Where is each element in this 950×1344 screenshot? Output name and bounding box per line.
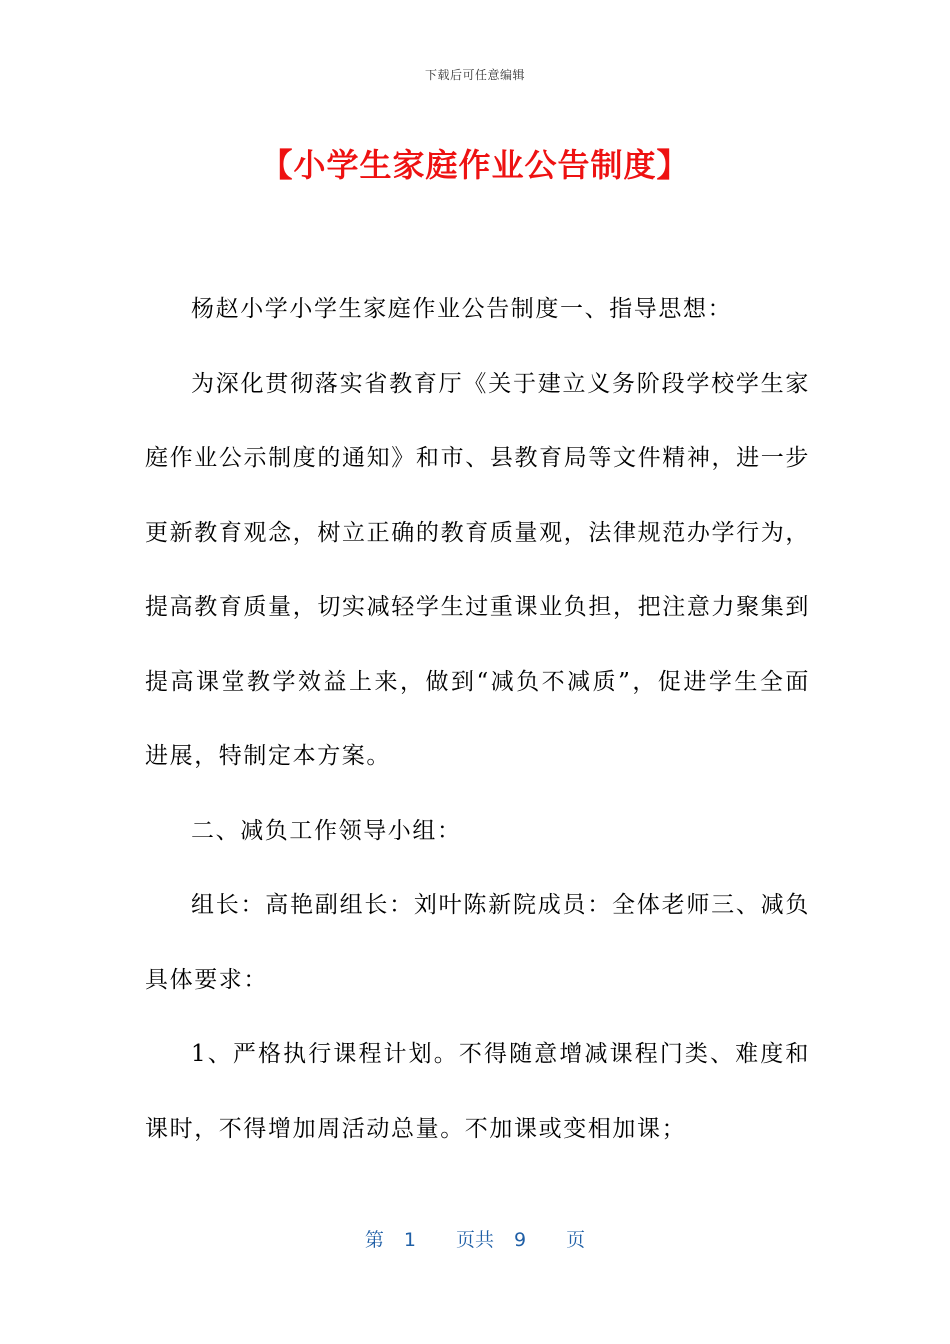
page-number-footer [0,1225,950,1252]
page-middle: 页共 [455,1229,494,1251]
paragraph-3: 二、减负工作领导小组： [191,817,462,844]
header-note: 下载后可任意编辑 [424,68,525,82]
paragraph-4: 组长：高艳副组长：刘叶陈新院成员：全体老师三、减负具体要求： [145,892,810,993]
page-current: 1 [403,1229,416,1251]
paragraph-5: 1、严格执行课程计划。不得随意增减课程门类、难度和课时，不得增加周活动总量。不加课或变相加课； [145,1041,810,1142]
document-body [145,272,810,1166]
page-total: 9 [514,1229,527,1251]
page-suffix: 页 [566,1229,586,1251]
paragraph-2: 为深化贯彻落实省教育厅《关于建立义务阶段学校学生家庭作业公示制度的通知》和市、县教育局等文件精神，进一步更新教育观念，树立正确的教育质量观，法律规范办学行为，提高教育质量，切实减轻学生过重课业负担，把注意力聚集到提高课堂教学效益上来，做到“减负不减质”，促进学生全面进展，特制定本方案。 [145,370,810,769]
document-title: 【小学生家庭作业公告制度】 [260,146,690,184]
paragraph-1: 杨赵小学小学生家庭作业公告制度一、指导思想： [191,296,733,322]
page-prefix: 第 [364,1229,384,1251]
